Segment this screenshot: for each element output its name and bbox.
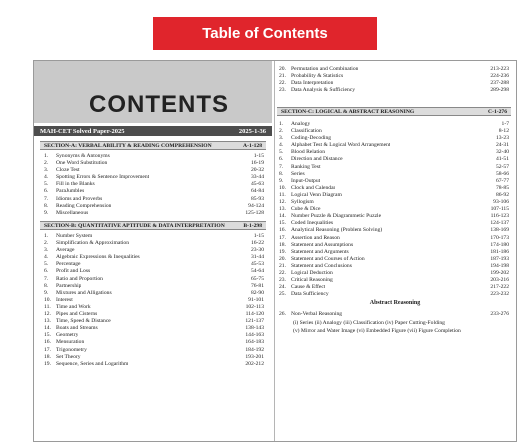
list-item[interactable] [44, 247, 264, 254]
item-title: Series [291, 170, 305, 177]
item-number: 4. [44, 254, 49, 261]
item-title: Synonyms & Antonyms [56, 153, 110, 159]
list-item[interactable] [279, 149, 509, 156]
item-title: Profit and Loss [56, 268, 91, 275]
list-item[interactable] [279, 235, 509, 242]
list-item[interactable] [279, 171, 509, 178]
list-item[interactable] [44, 240, 264, 247]
column-divider [274, 61, 275, 441]
contents-hero [34, 61, 272, 123]
item-number: 3. [279, 135, 284, 142]
list-item[interactable] [279, 311, 509, 318]
item-number: 10. [44, 296, 51, 303]
item-number: 4. [44, 174, 49, 181]
item-title: Input-Output [291, 177, 321, 184]
item-pages: 102-113 [245, 303, 264, 310]
item-pages: 91-101 [248, 296, 264, 303]
item-title: Classification [291, 128, 322, 135]
list-item[interactable] [44, 203, 264, 210]
item-title: Alphabet Test & Logical Word Arrangement [291, 142, 391, 149]
item-number: 5. [44, 181, 49, 188]
item-title: Miscellaneous [56, 209, 89, 216]
item-title: Boats and Streams [56, 325, 98, 332]
list-item[interactable] [279, 192, 509, 199]
item-title: Data Interpretation [291, 80, 334, 87]
section-b-pages: B-1-298 [243, 222, 262, 229]
list-item[interactable] [279, 227, 509, 234]
list-item[interactable] [44, 210, 264, 217]
item-number: 12. [279, 199, 286, 206]
item-title: Geometry [56, 332, 79, 339]
item-title: Cause & Effect [291, 284, 326, 291]
item-pages: 24-31 [495, 142, 509, 149]
item-title: Pipes and Cisterns [56, 311, 98, 318]
item-number: 14. [44, 325, 51, 332]
list-item[interactable] [44, 174, 264, 181]
item-title: Analytical Reasoning (Problem Solving) [291, 227, 383, 234]
item-title: Cloze Test [56, 167, 80, 174]
item-pages: 233-276 [490, 311, 509, 317]
list-item[interactable] [279, 206, 509, 213]
solved-paper-bar[interactable] [34, 126, 272, 136]
item-number: 14. [279, 213, 286, 220]
item-number: 19. [279, 248, 286, 255]
item-number: 1. [44, 153, 49, 159]
item-title: Direction and Distance [291, 156, 343, 163]
item-number: 9. [44, 209, 49, 216]
section-b-continued-list [279, 66, 509, 94]
section-a-header[interactable] [40, 141, 266, 150]
item-number: 4. [279, 142, 284, 149]
item-title: Coded Inequalities [291, 220, 334, 227]
section-b-label: SECTION-B: QUANTITATIVE APTITUDE & DATA INTERPRETATION [44, 222, 225, 229]
item-number: 5. [44, 261, 49, 268]
list-item[interactable] [279, 142, 509, 149]
item-number: 9. [279, 177, 284, 184]
item-number: 12. [44, 311, 51, 318]
solved-paper-pages: 2025-1-36 [238, 127, 266, 135]
item-title: Number Puzzle & Diagrammetic Puzzle [291, 213, 382, 220]
contents-title: CONTENTS [89, 91, 229, 118]
item-title: Fill in the Blanks [56, 181, 95, 188]
item-title: Time, Speed & Distance [56, 318, 111, 325]
item-number: 18. [44, 353, 51, 360]
item-pages: 121-137 [245, 318, 264, 325]
section-c-label: SECTION-C: LOGICAL & ABSTRACT REASONING [281, 108, 415, 115]
section-a-label: SECTION-A: VERBAL ABILITY & READING COMPREHENSION [44, 142, 212, 149]
item-pages: 67-77 [495, 177, 509, 184]
list-item[interactable] [279, 156, 509, 163]
list-item[interactable] [279, 256, 509, 263]
item-pages: 193-201 [245, 353, 264, 360]
list-item[interactable] [44, 233, 264, 240]
item-title: Sequence, Series and Logarithm [56, 360, 129, 367]
item-pages: 1-15 [253, 153, 264, 159]
list-item[interactable] [44, 261, 264, 268]
item-pages: 170-173 [490, 234, 509, 241]
item-title: Assertion and Reason [291, 234, 340, 241]
item-title: Average [56, 247, 75, 254]
item-pages: 199-202 [490, 269, 509, 276]
item-pages: 82-90 [250, 289, 264, 296]
section-b-header[interactable] [40, 221, 266, 230]
list-item[interactable] [44, 153, 264, 160]
item-number: 1. [44, 233, 49, 239]
item-pages: 16-22 [250, 240, 264, 247]
item-title: Logical Deduction [291, 269, 333, 276]
list-item[interactable] [279, 291, 509, 298]
item-pages: 45-63 [250, 181, 264, 188]
item-number: 8. [44, 282, 49, 289]
item-number: 7. [279, 163, 284, 170]
item-number: 11. [44, 303, 51, 310]
item-title: One Word Substitution [56, 160, 108, 167]
abstract-subtopics-1: (i) Series (ii) Analogy (iii) Classification (iv) Paper Cutting-Folding [293, 320, 445, 326]
list-item[interactable] [279, 242, 509, 249]
list-item[interactable] [44, 297, 264, 304]
item-pages: 187-193 [490, 255, 509, 262]
item-pages: 223-232 [490, 291, 509, 298]
item-title: Syllogism [291, 199, 314, 206]
item-pages: 23-30 [250, 247, 264, 254]
item-title: Statement and Arguments [291, 248, 349, 255]
item-title: Permutation and Combination [291, 66, 359, 72]
item-pages: 31-44 [250, 254, 264, 261]
item-pages: 16-19 [250, 160, 264, 167]
list-item[interactable] [279, 80, 509, 87]
item-number: 21. [279, 262, 286, 269]
item-number: 2. [44, 160, 49, 167]
list-item[interactable] [279, 135, 509, 142]
item-number: 16. [279, 227, 286, 234]
list-item[interactable] [279, 66, 509, 73]
list-item[interactable] [279, 73, 509, 80]
item-pages: 54-64 [250, 268, 264, 275]
item-title: Critical Reasoning [291, 277, 333, 284]
right-column [277, 61, 513, 441]
item-title: Probability & Statistics [291, 73, 344, 80]
item-number: 18. [279, 241, 286, 248]
item-number: 10. [279, 184, 286, 191]
item-pages: 93-106 [493, 199, 509, 206]
item-number: 13. [44, 318, 51, 325]
item-title: Percentage [56, 261, 81, 268]
item-pages: 33-44 [250, 174, 264, 181]
item-pages: 194-198 [490, 262, 509, 269]
item-pages: 224-236 [490, 73, 509, 80]
item-number: 7. [44, 275, 49, 282]
item-title: Ranking Test [291, 163, 321, 170]
section-c-header[interactable] [277, 107, 511, 116]
section-b-list [44, 233, 264, 368]
item-pages: 144-163 [245, 332, 264, 339]
item-title: Non-Verbal Reasoning [291, 311, 343, 317]
list-item[interactable] [279, 270, 509, 277]
item-pages: 124-137 [490, 220, 509, 227]
list-item[interactable] [44, 347, 264, 354]
item-number: 9. [44, 289, 49, 296]
item-title: Clock and Calendar [291, 184, 336, 191]
item-number: 22. [279, 269, 286, 276]
list-item[interactable] [279, 121, 509, 128]
list-item[interactable] [44, 167, 264, 174]
item-title: Coding-Decoding [291, 135, 332, 142]
item-title: Logical Venn Diagram [291, 191, 342, 198]
list-item[interactable] [279, 178, 509, 185]
item-title: Cube & Dice [291, 206, 321, 213]
list-item[interactable] [44, 181, 264, 188]
list-item[interactable] [44, 254, 264, 261]
item-pages: 138-143 [245, 325, 264, 332]
item-number: 6. [44, 188, 49, 195]
item-number: 20. [279, 66, 286, 72]
item-title: Mixtures and Alligations [56, 289, 112, 296]
item-title: Algebraic Expressions & Inequalities [56, 254, 140, 261]
item-title: ParaJumbles [56, 188, 85, 195]
item-pages: 203-216 [490, 277, 509, 284]
item-title: Analogy [291, 121, 311, 127]
item-title: Number System [56, 233, 93, 239]
item-title: Time and Work [56, 303, 91, 310]
item-pages: 65-75 [250, 275, 264, 282]
list-item[interactable] [279, 185, 509, 192]
item-number: 8. [279, 170, 284, 177]
list-item[interactable] [279, 199, 509, 206]
list-item[interactable] [44, 276, 264, 283]
list-item[interactable] [44, 160, 264, 167]
item-title: Statement and Conclusions [291, 262, 352, 269]
item-number: 21. [279, 73, 286, 80]
item-number: 13. [279, 206, 286, 213]
list-item[interactable] [44, 196, 264, 203]
item-title: Set Theory [56, 353, 81, 360]
item-number: 6. [279, 156, 284, 163]
list-item[interactable] [279, 263, 509, 270]
toc-banner: Table of Contents [153, 17, 377, 50]
item-title: Reading Comprehension [56, 202, 112, 209]
list-item[interactable] [44, 268, 264, 275]
item-number: 25. [279, 291, 286, 298]
item-pages: 13-23 [495, 135, 509, 142]
item-pages: 237-288 [490, 80, 509, 87]
list-item[interactable] [279, 128, 509, 135]
item-title: Simplification & Approximation [56, 240, 130, 247]
item-number: 3. [44, 247, 49, 254]
item-title: Ratio and Proportion [56, 275, 103, 282]
item-pages: 45-53 [250, 261, 264, 268]
item-pages: 114-120 [245, 311, 264, 318]
list-item[interactable] [44, 318, 264, 325]
list-item[interactable] [44, 311, 264, 318]
list-item[interactable] [279, 164, 509, 171]
item-title: Mensuration [56, 339, 85, 346]
abstract-list [279, 311, 509, 318]
item-pages: 94-124 [248, 202, 264, 209]
item-title: Data Sufficiency [291, 291, 329, 298]
item-number: 11. [279, 191, 286, 198]
list-item[interactable] [279, 220, 509, 227]
item-pages: 78-85 [495, 184, 509, 191]
item-number: 17. [44, 346, 51, 353]
left-column [34, 61, 272, 441]
abstract-subtopics-2: (v) Mirror and Water Image (vi) Embedded Figure (vii) Figure Completion [293, 328, 461, 334]
item-title: Statement and Courses of Action [291, 255, 365, 262]
item-number: 23. [279, 277, 286, 284]
item-pages: 32-40 [495, 149, 509, 156]
item-pages: 116-123 [490, 213, 509, 220]
item-pages: 202-212 [245, 360, 264, 367]
item-number: 23. [279, 87, 286, 94]
item-number: 24. [279, 284, 286, 291]
item-number: 1. [279, 121, 284, 127]
list-item[interactable] [44, 361, 264, 368]
list-item[interactable] [279, 249, 509, 256]
item-number: 6. [44, 268, 49, 275]
list-item[interactable] [44, 283, 264, 290]
item-pages: 1-7 [501, 121, 509, 127]
item-number: 20. [279, 255, 286, 262]
item-number: 2. [44, 240, 49, 247]
item-title: Spotting Errors & Sentence Improvement [56, 174, 150, 181]
list-item[interactable] [44, 339, 264, 346]
list-item[interactable] [44, 188, 264, 195]
item-pages: 217-222 [490, 284, 509, 291]
list-item[interactable] [279, 87, 509, 94]
item-pages: 64-84 [250, 188, 264, 195]
item-pages: 76-81 [250, 282, 264, 289]
section-a-pages: A-1-128 [243, 142, 262, 149]
item-pages: 41-51 [495, 156, 509, 163]
item-title: Blood Relation [291, 149, 326, 156]
section-a-list [44, 153, 264, 217]
section-c-pages: C-1-276 [488, 108, 507, 115]
item-pages: 213-223 [490, 66, 509, 72]
item-title: Partnership [56, 282, 82, 289]
item-pages: 85-93 [250, 195, 264, 202]
item-pages: 164-183 [245, 339, 264, 346]
item-title: Statement and Assumptions [291, 241, 354, 248]
item-pages: 181-186 [490, 248, 509, 255]
item-pages: 20-32 [250, 167, 264, 174]
list-item[interactable] [44, 332, 264, 339]
item-number: 7. [44, 195, 49, 202]
item-pages: 289-298 [490, 87, 509, 94]
list-item[interactable] [44, 325, 264, 332]
item-pages: 184-192 [245, 346, 264, 353]
item-pages: 52-57 [495, 163, 509, 170]
item-number: 5. [279, 149, 284, 156]
item-number: 3. [44, 167, 49, 174]
item-number: 2. [279, 128, 284, 135]
item-pages: 58-66 [495, 170, 509, 177]
item-pages: 174-180 [490, 241, 509, 248]
item-number: 19. [44, 360, 51, 367]
item-number: 16. [44, 339, 51, 346]
item-pages: 107-115 [490, 206, 509, 213]
item-pages: 138-169 [490, 227, 509, 234]
item-number: 26. [279, 311, 286, 317]
item-number: 15. [279, 220, 286, 227]
list-item[interactable] [44, 354, 264, 361]
item-title: Interest [56, 296, 73, 303]
contents-page [33, 60, 517, 442]
solved-paper-label: MAH-CET Solved Paper-2025 [40, 127, 125, 135]
item-number: 8. [44, 202, 49, 209]
item-number: 15. [44, 332, 51, 339]
list-item[interactable] [279, 284, 509, 291]
item-pages: 125-128 [245, 209, 264, 216]
item-title: Data Analysis & Sufficiency [291, 87, 356, 94]
list-item[interactable] [279, 213, 509, 220]
item-title: Trigonometry [56, 346, 87, 353]
abstract-reasoning-heading: Abstract Reasoning [369, 300, 421, 306]
item-pages: 8-12 [498, 128, 509, 135]
list-item[interactable] [44, 304, 264, 311]
item-pages: 86-92 [495, 191, 509, 198]
section-c-list [279, 121, 509, 298]
item-title: Idioms and Proverbs [56, 195, 103, 202]
list-item[interactable] [279, 277, 509, 284]
item-number: 17. [279, 234, 286, 241]
item-number: 22. [279, 80, 286, 87]
list-item[interactable] [44, 290, 264, 297]
item-pages: 1-15 [253, 233, 264, 239]
